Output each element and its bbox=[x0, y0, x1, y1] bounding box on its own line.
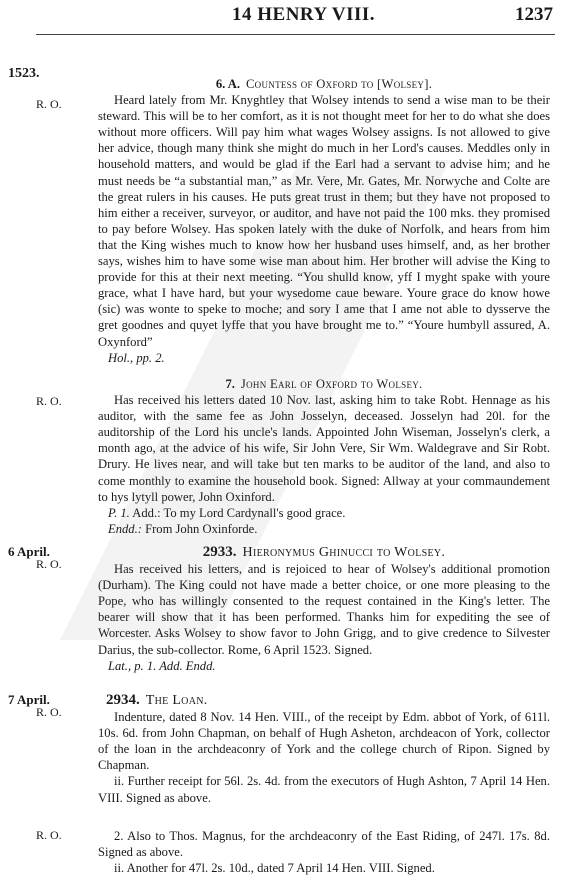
entry-body: Has received his letters, and is rejoiced to hear of Wolsey's additional promotion (Durham). The King could not have made a better choice, or one more pleasing to the Pope, who has willingly consented to the request contained in the King's letter. The bearer will show that it has been performed. Thanks him for expediting the see of Worcester. Asks Wolsey to show favor to John Grigg, and to give credence to Silvester Darius, the sub-collector. Rome, 6 April 1523. Signed. bbox=[98, 562, 550, 657]
entry-countess-of-oxford bbox=[98, 76, 550, 366]
margin-date-source-3: 6 April. R. O. bbox=[8, 544, 62, 571]
margin-source-1: R. O. bbox=[36, 97, 62, 111]
entry-earl-of-oxford bbox=[98, 376, 550, 537]
running-header bbox=[0, 4, 567, 30]
margin-date-source-4: 7 April. R. O. bbox=[8, 692, 62, 719]
entry-note-line: Endd.: From John Oxinforde. bbox=[108, 521, 258, 536]
entry-heading: 6. A. Countess of Oxford to [Wolsey]. bbox=[215, 77, 433, 91]
header-rule bbox=[36, 34, 555, 35]
entry-note: Lat., p. 1. Add. Endd. bbox=[108, 658, 216, 673]
entry-2934-part-2 bbox=[98, 828, 550, 876]
entry-body: 2. Also to Thos. Magnus, for the archdeaconry of the East Riding, of 247l. 17s. 8d. Signed as above. bbox=[98, 829, 550, 860]
entry-heading: 7. John Earl of Oxford to Wolsey. bbox=[225, 377, 423, 391]
entry-body: Indenture, dated 8 Nov. 14 Hen. VIII., of the receipt by Edm. abbot of York, of 611l. 10s. 6d. from John Chapman, on behalf of Hugh Asheton, archdeacon of York, collector of the loan in the archdeaconry of York and the college church of Ripon. Signed by Chapman. bbox=[98, 710, 550, 773]
entry-body: Has received his letters dated 10 Nov. last, asking him to take Robt. Hennage as his auditor, with the same fee as John Josselyn, deceased. Josselyn had 20l. for the auditorship of the Lord his uncle's lands. Appointed John Wiseman, Josselyn's clerk, a month ago, at the advice of his wife, Sir John Vere, Sir Wm. Waldegrave and Sir Robt. Drury. He lives near, and will take but ten marks to be auditor of the land, and also to come monthly to examine the household book. Signed: Allway at your commaundement to hys lytyll power, John Oxinford. bbox=[98, 393, 550, 504]
entry-sub-item: ii. Further receipt for 56l. 2s. 4d. from the executors of Hugh Ashton, 7 April 14 Hen. VIII. Signed as above. bbox=[98, 774, 550, 805]
margin-source-2: R. O. bbox=[36, 394, 62, 408]
entry-sub-item: ii. Another for 47l. 2s. 10d., dated 7 April 14 Hen. VIII. Signed. bbox=[114, 861, 435, 876]
year-margin: 1523. bbox=[8, 66, 40, 81]
entry-heading: 2934. The Loan. bbox=[106, 692, 208, 708]
entry-2934 bbox=[98, 692, 550, 806]
page-number: 1237 bbox=[515, 4, 553, 25]
margin-source-5: R. O. bbox=[36, 828, 62, 842]
entry-note: Hol., pp. 2. bbox=[108, 350, 165, 365]
running-title: 14 HENRY VIII. bbox=[232, 4, 376, 25]
entry-note-line: P. 1. Add.: To my Lord Cardynall's good grace. bbox=[108, 505, 346, 520]
entry-body: Heard lately from Mr. Knyghtley that Wolsey intends to send a wise man to be their steward. This will be to her comfort, as it is not thought meet for her to do what she does without more officers. Will pay him what wages Wolsey assigns. Is not allowed to give her advice, though many think she might do much in her Lord's causes. Meddles only in household matters, and would be glad if the Earl had a servant to advise him; and he must needs be “a substantial man,” as Mr. Vere, Mr. Gates, Mr. Norwyche and Colte are the great rulers in his causes. He puts great trust in them; but they have not proposed to him either a receiver, surveyor, or auditor, and have not paid the 100 mks. they promised to pay before Wolsey. Has spoken lately with the duke of Norfolk, and hears from him that the King wishes much to know how her husband uses himself, and, as her brother says, wishes him to have some wise man about him. Her brother will advise the King to provide for this at their next meeting. “You shulld know, yff I myght spake with youre grace, what I have hard, but your wysedome caue beware. Youre grace do know howe (sic) was wonte to speke to moche; and sory I ame that I ame not able to dysserve the gret goodnes and quyet lyffe that you have brought me to.” “Youre humbyll assured, A. Oxynford” bbox=[98, 93, 550, 349]
entry-heading: 2933. Hieronymus Ghinucci to Wolsey. bbox=[202, 544, 446, 560]
entry-2933 bbox=[98, 544, 550, 674]
